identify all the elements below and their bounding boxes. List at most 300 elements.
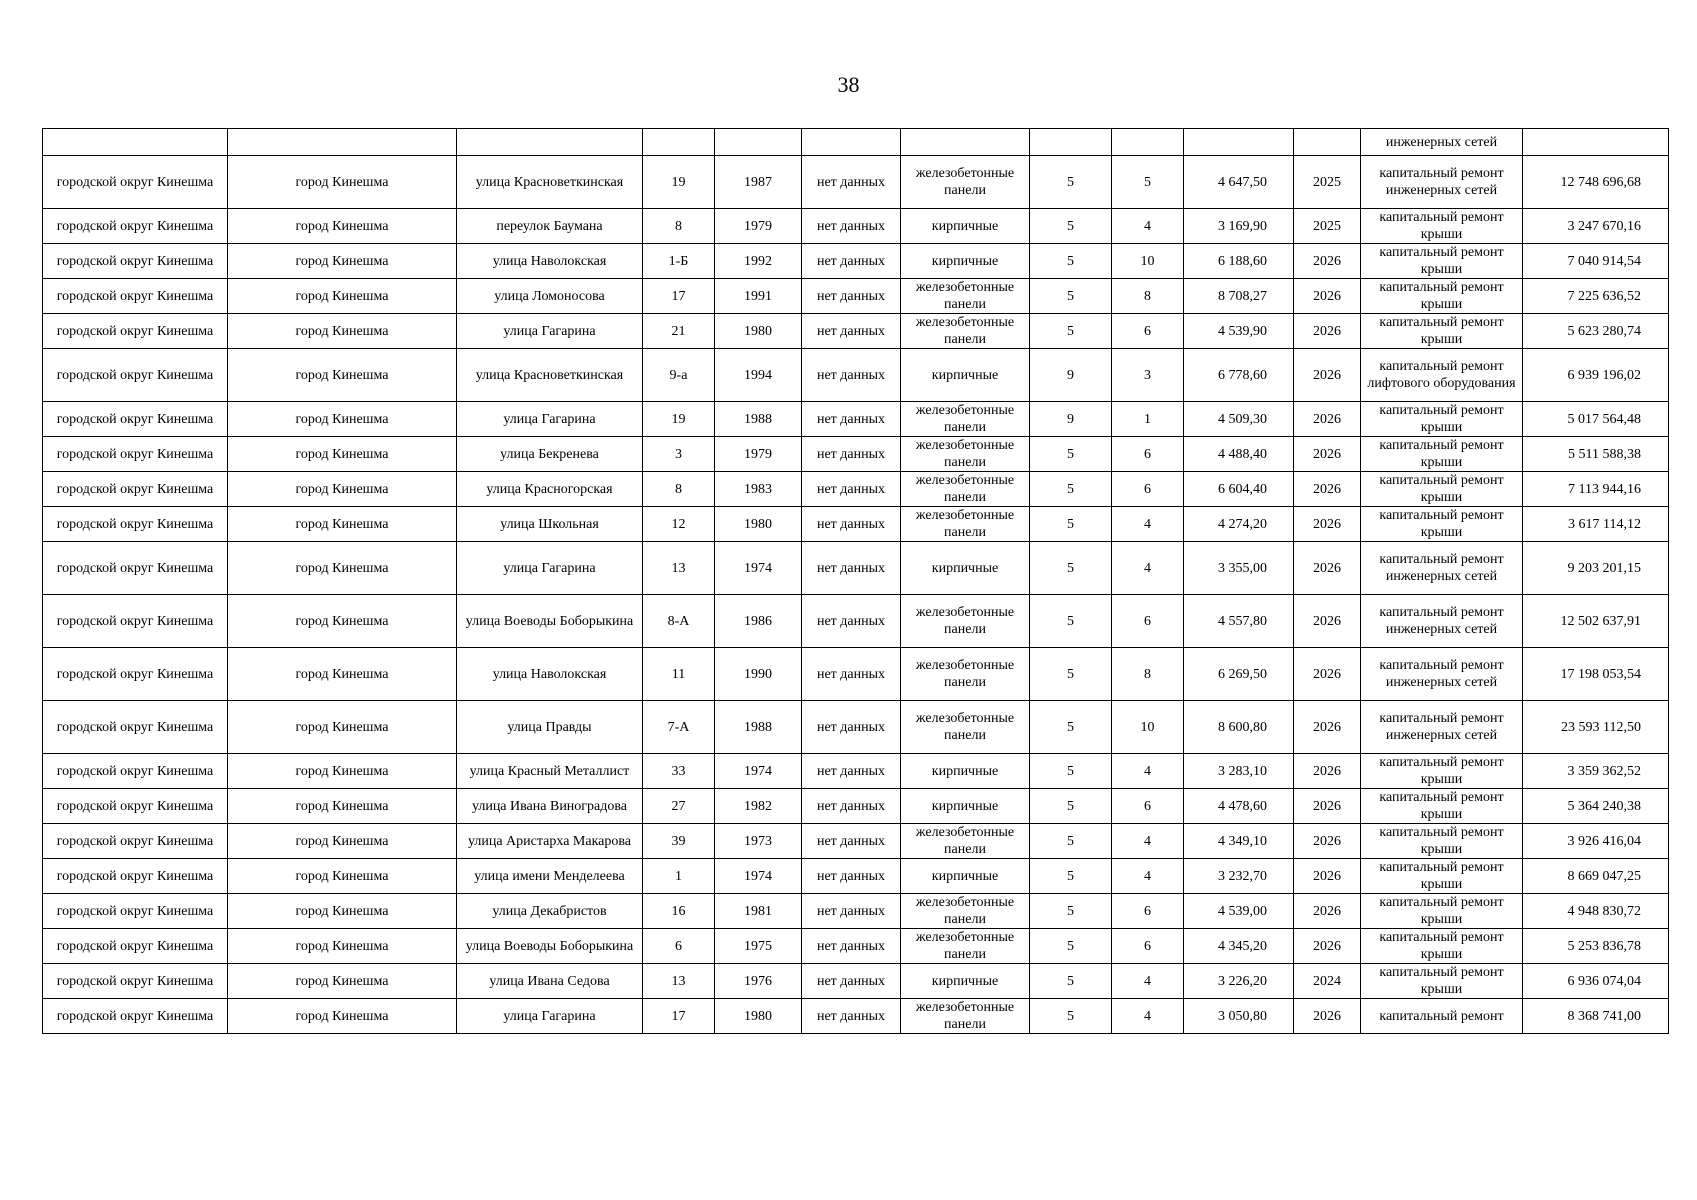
cell-wall-material: кирпичные — [901, 349, 1030, 402]
cell-cost: 5 364 240,38 — [1523, 789, 1669, 824]
cell-street: улица Декабристов — [457, 894, 643, 929]
cell-planned-year: 2026 — [1294, 244, 1361, 279]
cell-wall-material: железобетонные панели — [901, 894, 1030, 929]
cell-floors: 5 — [1030, 437, 1112, 472]
capital-repair-table — [42, 128, 1669, 1034]
cell-street: улица Красноветкинская — [457, 156, 643, 209]
cell-floors: 5 — [1030, 314, 1112, 349]
cell-entrances: 6 — [1112, 789, 1184, 824]
cell-last-repair-year: нет данных — [802, 542, 901, 595]
cell-municipality: городской округ Кинешма — [43, 279, 228, 314]
cell-total-area: 4 478,60 — [1184, 789, 1294, 824]
table-row — [43, 437, 1669, 472]
cell-last-repair-year: нет данных — [802, 929, 901, 964]
cell-house-number: 17 — [643, 279, 715, 314]
table-row — [43, 824, 1669, 859]
cell-settlement: город Кинешма — [228, 244, 457, 279]
cell-work-type: капитальный ремонт крыши — [1361, 859, 1523, 894]
cell-year-built: 1974 — [715, 754, 802, 789]
cell-settlement: город Кинешма — [228, 437, 457, 472]
cell-year-built: 1990 — [715, 648, 802, 701]
cell-wall-material: кирпичные — [901, 244, 1030, 279]
cell-planned-year: 2026 — [1294, 437, 1361, 472]
cell-street: улица имени Менделеева — [457, 859, 643, 894]
cell-street: улица Гагарина — [457, 402, 643, 437]
cell-wall-material: кирпичные — [901, 964, 1030, 999]
cell-work-type: капитальный ремонт крыши — [1361, 754, 1523, 789]
cell-floors: 5 — [1030, 472, 1112, 507]
cell-floors: 5 — [1030, 789, 1112, 824]
cell-entrances: 1 — [1112, 402, 1184, 437]
cell-street: улица Ломоносова — [457, 279, 643, 314]
cell-total-area: 3 355,00 — [1184, 542, 1294, 595]
cell-street: улица Гагарина — [457, 999, 643, 1034]
cell-wall-material: кирпичные — [901, 754, 1030, 789]
cell-last-repair-year: нет данных — [802, 964, 901, 999]
cell-street: улица Красногорская — [457, 472, 643, 507]
cell-house-number: 7-А — [643, 701, 715, 754]
cell-municipality: городской округ Кинешма — [43, 754, 228, 789]
cell-cost: 12 502 637,91 — [1523, 595, 1669, 648]
table-row — [43, 314, 1669, 349]
cell-cost: 3 247 670,16 — [1523, 209, 1669, 244]
cell-work-type: капитальный ремонт крыши — [1361, 929, 1523, 964]
cell-municipality: городской округ Кинешма — [43, 542, 228, 595]
table-row — [43, 209, 1669, 244]
cell-planned-year — [1294, 129, 1361, 156]
cell-house-number: 19 — [643, 402, 715, 437]
cell-floors: 5 — [1030, 595, 1112, 648]
cell-entrances: 4 — [1112, 754, 1184, 789]
cell-year-built: 1983 — [715, 472, 802, 507]
cell-planned-year: 2026 — [1294, 824, 1361, 859]
cell-floors: 5 — [1030, 754, 1112, 789]
cell-total-area: 4 274,20 — [1184, 507, 1294, 542]
cell-floors: 5 — [1030, 542, 1112, 595]
cell-cost: 3 617 114,12 — [1523, 507, 1669, 542]
cell-floors: 5 — [1030, 279, 1112, 314]
cell-work-type: капитальный ремонт инженерных сетей — [1361, 648, 1523, 701]
table-body — [43, 129, 1669, 1034]
cell-planned-year: 2025 — [1294, 209, 1361, 244]
cell-wall-material: кирпичные — [901, 542, 1030, 595]
cell-floors: 5 — [1030, 648, 1112, 701]
cell-work-type: капитальный ремонт крыши — [1361, 964, 1523, 999]
cell-work-type: капитальный ремонт крыши — [1361, 507, 1523, 542]
cell-municipality: городской округ Кинешма — [43, 859, 228, 894]
cell-wall-material: железобетонные панели — [901, 156, 1030, 209]
table-row — [43, 859, 1669, 894]
cell-wall-material: железобетонные панели — [901, 279, 1030, 314]
cell-entrances: 4 — [1112, 209, 1184, 244]
cell-work-type: капитальный ремонт крыши — [1361, 824, 1523, 859]
cell-total-area: 4 345,20 — [1184, 929, 1294, 964]
cell-planned-year: 2026 — [1294, 279, 1361, 314]
cell-planned-year: 2026 — [1294, 595, 1361, 648]
cell-wall-material: железобетонные панели — [901, 472, 1030, 507]
cell-cost — [1523, 129, 1669, 156]
cell-total-area: 4 349,10 — [1184, 824, 1294, 859]
cell-settlement: город Кинешма — [228, 542, 457, 595]
cell-municipality: городской округ Кинешма — [43, 701, 228, 754]
cell-total-area — [1184, 129, 1294, 156]
cell-floors — [1030, 129, 1112, 156]
cell-cost: 8 368 741,00 — [1523, 999, 1669, 1034]
cell-year-built: 1991 — [715, 279, 802, 314]
cell-work-type: капитальный ремонт инженерных сетей — [1361, 701, 1523, 754]
cell-floors: 5 — [1030, 929, 1112, 964]
cell-last-repair-year: нет данных — [802, 314, 901, 349]
cell-year-built: 1994 — [715, 349, 802, 402]
cell-house-number: 39 — [643, 824, 715, 859]
cell-settlement: город Кинешма — [228, 472, 457, 507]
cell-year-built: 1974 — [715, 542, 802, 595]
cell-work-type: капитальный ремонт крыши — [1361, 472, 1523, 507]
cell-settlement: город Кинешма — [228, 859, 457, 894]
cell-cost: 7 225 636,52 — [1523, 279, 1669, 314]
cell-floors: 5 — [1030, 964, 1112, 999]
cell-entrances — [1112, 129, 1184, 156]
cell-cost: 23 593 112,50 — [1523, 701, 1669, 754]
table-row — [43, 279, 1669, 314]
table-row — [43, 507, 1669, 542]
cell-street: улица Воеводы Боборыкина — [457, 595, 643, 648]
cell-wall-material: кирпичные — [901, 859, 1030, 894]
cell-last-repair-year: нет данных — [802, 894, 901, 929]
cell-wall-material: железобетонные панели — [901, 999, 1030, 1034]
cell-year-built: 1973 — [715, 824, 802, 859]
cell-floors: 5 — [1030, 156, 1112, 209]
cell-cost: 17 198 053,54 — [1523, 648, 1669, 701]
cell-entrances: 6 — [1112, 437, 1184, 472]
cell-year-built: 1976 — [715, 964, 802, 999]
cell-floors: 5 — [1030, 999, 1112, 1034]
cell-total-area: 4 539,90 — [1184, 314, 1294, 349]
cell-last-repair-year: нет данных — [802, 279, 901, 314]
cell-cost: 7 040 914,54 — [1523, 244, 1669, 279]
cell-wall-material: железобетонные панели — [901, 648, 1030, 701]
cell-entrances: 5 — [1112, 156, 1184, 209]
cell-house-number: 8-А — [643, 595, 715, 648]
cell-entrances: 4 — [1112, 542, 1184, 595]
cell-entrances: 4 — [1112, 859, 1184, 894]
cell-last-repair-year: нет данных — [802, 595, 901, 648]
cell-cost: 3 926 416,04 — [1523, 824, 1669, 859]
cell-work-type: капитальный ремонт крыши — [1361, 279, 1523, 314]
cell-floors: 5 — [1030, 859, 1112, 894]
cell-total-area: 3 169,90 — [1184, 209, 1294, 244]
cell-year-built: 1980 — [715, 999, 802, 1034]
cell-last-repair-year: нет данных — [802, 507, 901, 542]
cell-wall-material — [901, 129, 1030, 156]
table-row — [43, 894, 1669, 929]
cell-street: улица Аристарха Макарова — [457, 824, 643, 859]
cell-municipality — [43, 129, 228, 156]
cell-cost: 4 948 830,72 — [1523, 894, 1669, 929]
cell-street: улица Красноветкинская — [457, 349, 643, 402]
cell-total-area: 4 509,30 — [1184, 402, 1294, 437]
cell-work-type: капитальный ремонт — [1361, 999, 1523, 1034]
cell-street: улица Правды — [457, 701, 643, 754]
cell-year-built: 1987 — [715, 156, 802, 209]
cell-street: улица Наволокская — [457, 244, 643, 279]
cell-total-area: 6 269,50 — [1184, 648, 1294, 701]
cell-last-repair-year: нет данных — [802, 701, 901, 754]
cell-cost: 3 359 362,52 — [1523, 754, 1669, 789]
cell-cost: 5 511 588,38 — [1523, 437, 1669, 472]
cell-street: улица Воеводы Боборыкина — [457, 929, 643, 964]
cell-last-repair-year: нет данных — [802, 244, 901, 279]
cell-cost: 6 936 074,04 — [1523, 964, 1669, 999]
cell-planned-year: 2026 — [1294, 542, 1361, 595]
cell-wall-material: железобетонные панели — [901, 402, 1030, 437]
cell-house-number: 21 — [643, 314, 715, 349]
cell-settlement: город Кинешма — [228, 648, 457, 701]
cell-planned-year: 2026 — [1294, 507, 1361, 542]
cell-work-type: капитальный ремонт лифтового оборудования — [1361, 349, 1523, 402]
cell-planned-year: 2024 — [1294, 964, 1361, 999]
table-row — [43, 701, 1669, 754]
cell-house-number: 13 — [643, 964, 715, 999]
cell-municipality: городской округ Кинешма — [43, 999, 228, 1034]
cell-entrances: 10 — [1112, 701, 1184, 754]
cell-settlement: город Кинешма — [228, 349, 457, 402]
cell-total-area: 4 488,40 — [1184, 437, 1294, 472]
table-row — [43, 595, 1669, 648]
cell-total-area: 6 604,40 — [1184, 472, 1294, 507]
cell-work-type: инженерных сетей — [1361, 129, 1523, 156]
cell-total-area: 3 050,80 — [1184, 999, 1294, 1034]
table-row — [43, 999, 1669, 1034]
page-number: 38 — [837, 72, 860, 97]
cell-wall-material: железобетонные панели — [901, 507, 1030, 542]
cell-planned-year: 2026 — [1294, 349, 1361, 402]
cell-house-number — [643, 129, 715, 156]
cell-wall-material: железобетонные панели — [901, 437, 1030, 472]
cell-last-repair-year: нет данных — [802, 437, 901, 472]
cell-planned-year: 2025 — [1294, 156, 1361, 209]
cell-last-repair-year: нет данных — [802, 789, 901, 824]
cell-total-area: 8 708,27 — [1184, 279, 1294, 314]
cell-total-area: 4 539,00 — [1184, 894, 1294, 929]
cell-street: переулок Баумана — [457, 209, 643, 244]
cell-settlement: город Кинешма — [228, 964, 457, 999]
cell-settlement: город Кинешма — [228, 754, 457, 789]
cell-cost: 8 669 047,25 — [1523, 859, 1669, 894]
cell-year-built — [715, 129, 802, 156]
cell-year-built: 1980 — [715, 507, 802, 542]
cell-settlement: город Кинешма — [228, 314, 457, 349]
cell-work-type: капитальный ремонт крыши — [1361, 314, 1523, 349]
cell-total-area: 4 557,80 — [1184, 595, 1294, 648]
cell-municipality: городской округ Кинешма — [43, 156, 228, 209]
cell-house-number: 3 — [643, 437, 715, 472]
cell-municipality: городской округ Кинешма — [43, 437, 228, 472]
cell-entrances: 6 — [1112, 472, 1184, 507]
table-row — [43, 542, 1669, 595]
cell-floors: 5 — [1030, 209, 1112, 244]
cell-municipality: городской округ Кинешма — [43, 314, 228, 349]
cell-cost: 5 623 280,74 — [1523, 314, 1669, 349]
cell-wall-material: железобетонные панели — [901, 929, 1030, 964]
cell-total-area: 3 226,20 — [1184, 964, 1294, 999]
cell-total-area: 4 647,50 — [1184, 156, 1294, 209]
cell-last-repair-year: нет данных — [802, 402, 901, 437]
cell-planned-year: 2026 — [1294, 472, 1361, 507]
cell-last-repair-year: нет данных — [802, 999, 901, 1034]
cell-planned-year: 2026 — [1294, 648, 1361, 701]
table-row — [43, 789, 1669, 824]
cell-wall-material: железобетонные панели — [901, 701, 1030, 754]
cell-settlement: город Кинешма — [228, 279, 457, 314]
cell-entrances: 8 — [1112, 279, 1184, 314]
cell-planned-year: 2026 — [1294, 859, 1361, 894]
cell-wall-material: железобетонные панели — [901, 824, 1030, 859]
cell-cost: 9 203 201,15 — [1523, 542, 1669, 595]
table-row — [43, 754, 1669, 789]
cell-house-number: 19 — [643, 156, 715, 209]
cell-floors: 5 — [1030, 894, 1112, 929]
cell-house-number: 9-а — [643, 349, 715, 402]
cell-work-type: капитальный ремонт инженерных сетей — [1361, 542, 1523, 595]
cell-entrances: 4 — [1112, 507, 1184, 542]
cell-work-type: капитальный ремонт инженерных сетей — [1361, 595, 1523, 648]
cell-entrances: 4 — [1112, 999, 1184, 1034]
cell-last-repair-year — [802, 129, 901, 156]
cell-planned-year: 2026 — [1294, 999, 1361, 1034]
cell-settlement: город Кинешма — [228, 824, 457, 859]
cell-municipality: городской округ Кинешма — [43, 472, 228, 507]
cell-street: улица Гагарина — [457, 314, 643, 349]
cell-total-area: 6 188,60 — [1184, 244, 1294, 279]
cell-planned-year: 2026 — [1294, 701, 1361, 754]
cell-planned-year: 2026 — [1294, 929, 1361, 964]
cell-house-number: 17 — [643, 999, 715, 1034]
cell-settlement: город Кинешма — [228, 507, 457, 542]
cell-municipality: городской округ Кинешма — [43, 789, 228, 824]
cell-year-built: 1980 — [715, 314, 802, 349]
cell-municipality: городской округ Кинешма — [43, 507, 228, 542]
cell-municipality: городской округ Кинешма — [43, 929, 228, 964]
cell-floors: 5 — [1030, 507, 1112, 542]
cell-municipality: городской округ Кинешма — [43, 824, 228, 859]
cell-municipality: городской округ Кинешма — [43, 402, 228, 437]
table-row — [43, 156, 1669, 209]
cell-street: улица Гагарина — [457, 542, 643, 595]
cell-municipality: городской округ Кинешма — [43, 244, 228, 279]
cell-total-area: 6 778,60 — [1184, 349, 1294, 402]
cell-planned-year: 2026 — [1294, 754, 1361, 789]
cell-house-number: 13 — [643, 542, 715, 595]
cell-house-number: 8 — [643, 209, 715, 244]
cell-last-repair-year: нет данных — [802, 472, 901, 507]
cell-cost: 7 113 944,16 — [1523, 472, 1669, 507]
table-row — [43, 349, 1669, 402]
cell-last-repair-year: нет данных — [802, 859, 901, 894]
cell-street: улица Ивана Седова — [457, 964, 643, 999]
cell-year-built: 1988 — [715, 701, 802, 754]
cell-entrances: 8 — [1112, 648, 1184, 701]
cell-planned-year: 2026 — [1294, 894, 1361, 929]
cell-floors: 9 — [1030, 349, 1112, 402]
cell-floors: 5 — [1030, 824, 1112, 859]
cell-year-built: 1979 — [715, 437, 802, 472]
cell-entrances: 6 — [1112, 595, 1184, 648]
table-row — [43, 648, 1669, 701]
cell-year-built: 1974 — [715, 859, 802, 894]
cell-work-type: капитальный ремонт крыши — [1361, 402, 1523, 437]
cell-last-repair-year: нет данных — [802, 754, 901, 789]
cell-settlement: город Кинешма — [228, 894, 457, 929]
cell-street: улица Наволокская — [457, 648, 643, 701]
table-row — [43, 929, 1669, 964]
cell-wall-material: железобетонные панели — [901, 314, 1030, 349]
cell-house-number: 1 — [643, 859, 715, 894]
cell-house-number: 6 — [643, 929, 715, 964]
cell-work-type: капитальный ремонт крыши — [1361, 437, 1523, 472]
cell-municipality: городской округ Кинешма — [43, 349, 228, 402]
cell-cost: 5 253 836,78 — [1523, 929, 1669, 964]
table-row — [43, 472, 1669, 507]
cell-house-number: 16 — [643, 894, 715, 929]
cell-house-number: 12 — [643, 507, 715, 542]
cell-entrances: 6 — [1112, 894, 1184, 929]
cell-total-area: 3 232,70 — [1184, 859, 1294, 894]
cell-work-type: капитальный ремонт крыши — [1361, 209, 1523, 244]
table-row — [43, 964, 1669, 999]
cell-planned-year: 2026 — [1294, 314, 1361, 349]
cell-street: улица Бекренева — [457, 437, 643, 472]
cell-house-number: 1-Б — [643, 244, 715, 279]
cell-year-built: 1988 — [715, 402, 802, 437]
cell-wall-material: кирпичные — [901, 209, 1030, 244]
cell-last-repair-year: нет данных — [802, 349, 901, 402]
cell-entrances: 6 — [1112, 929, 1184, 964]
cell-municipality: городской округ Кинешма — [43, 964, 228, 999]
cell-settlement — [228, 129, 457, 156]
table-row — [43, 402, 1669, 437]
cell-cost: 6 939 196,02 — [1523, 349, 1669, 402]
cell-year-built: 1975 — [715, 929, 802, 964]
cell-work-type: капитальный ремонт инженерных сетей — [1361, 156, 1523, 209]
cell-last-repair-year: нет данных — [802, 648, 901, 701]
table-row — [43, 244, 1669, 279]
cell-last-repair-year: нет данных — [802, 156, 901, 209]
cell-work-type: капитальный ремонт крыши — [1361, 894, 1523, 929]
cell-house-number: 27 — [643, 789, 715, 824]
cell-settlement: город Кинешма — [228, 999, 457, 1034]
cell-wall-material: кирпичные — [901, 789, 1030, 824]
cell-total-area: 3 283,10 — [1184, 754, 1294, 789]
cell-house-number: 33 — [643, 754, 715, 789]
cell-wall-material: железобетонные панели — [901, 595, 1030, 648]
cell-cost: 5 017 564,48 — [1523, 402, 1669, 437]
cell-settlement: город Кинешма — [228, 402, 457, 437]
cell-settlement: город Кинешма — [228, 701, 457, 754]
cell-planned-year: 2026 — [1294, 789, 1361, 824]
cell-settlement: город Кинешма — [228, 209, 457, 244]
cell-municipality: городской округ Кинешма — [43, 209, 228, 244]
cell-year-built: 1986 — [715, 595, 802, 648]
cell-year-built: 1982 — [715, 789, 802, 824]
cell-work-type: капитальный ремонт крыши — [1361, 789, 1523, 824]
cell-planned-year: 2026 — [1294, 402, 1361, 437]
cell-floors: 5 — [1030, 244, 1112, 279]
cell-entrances: 4 — [1112, 964, 1184, 999]
cell-street: улица Школьная — [457, 507, 643, 542]
cell-settlement: город Кинешма — [228, 595, 457, 648]
cell-house-number: 11 — [643, 648, 715, 701]
